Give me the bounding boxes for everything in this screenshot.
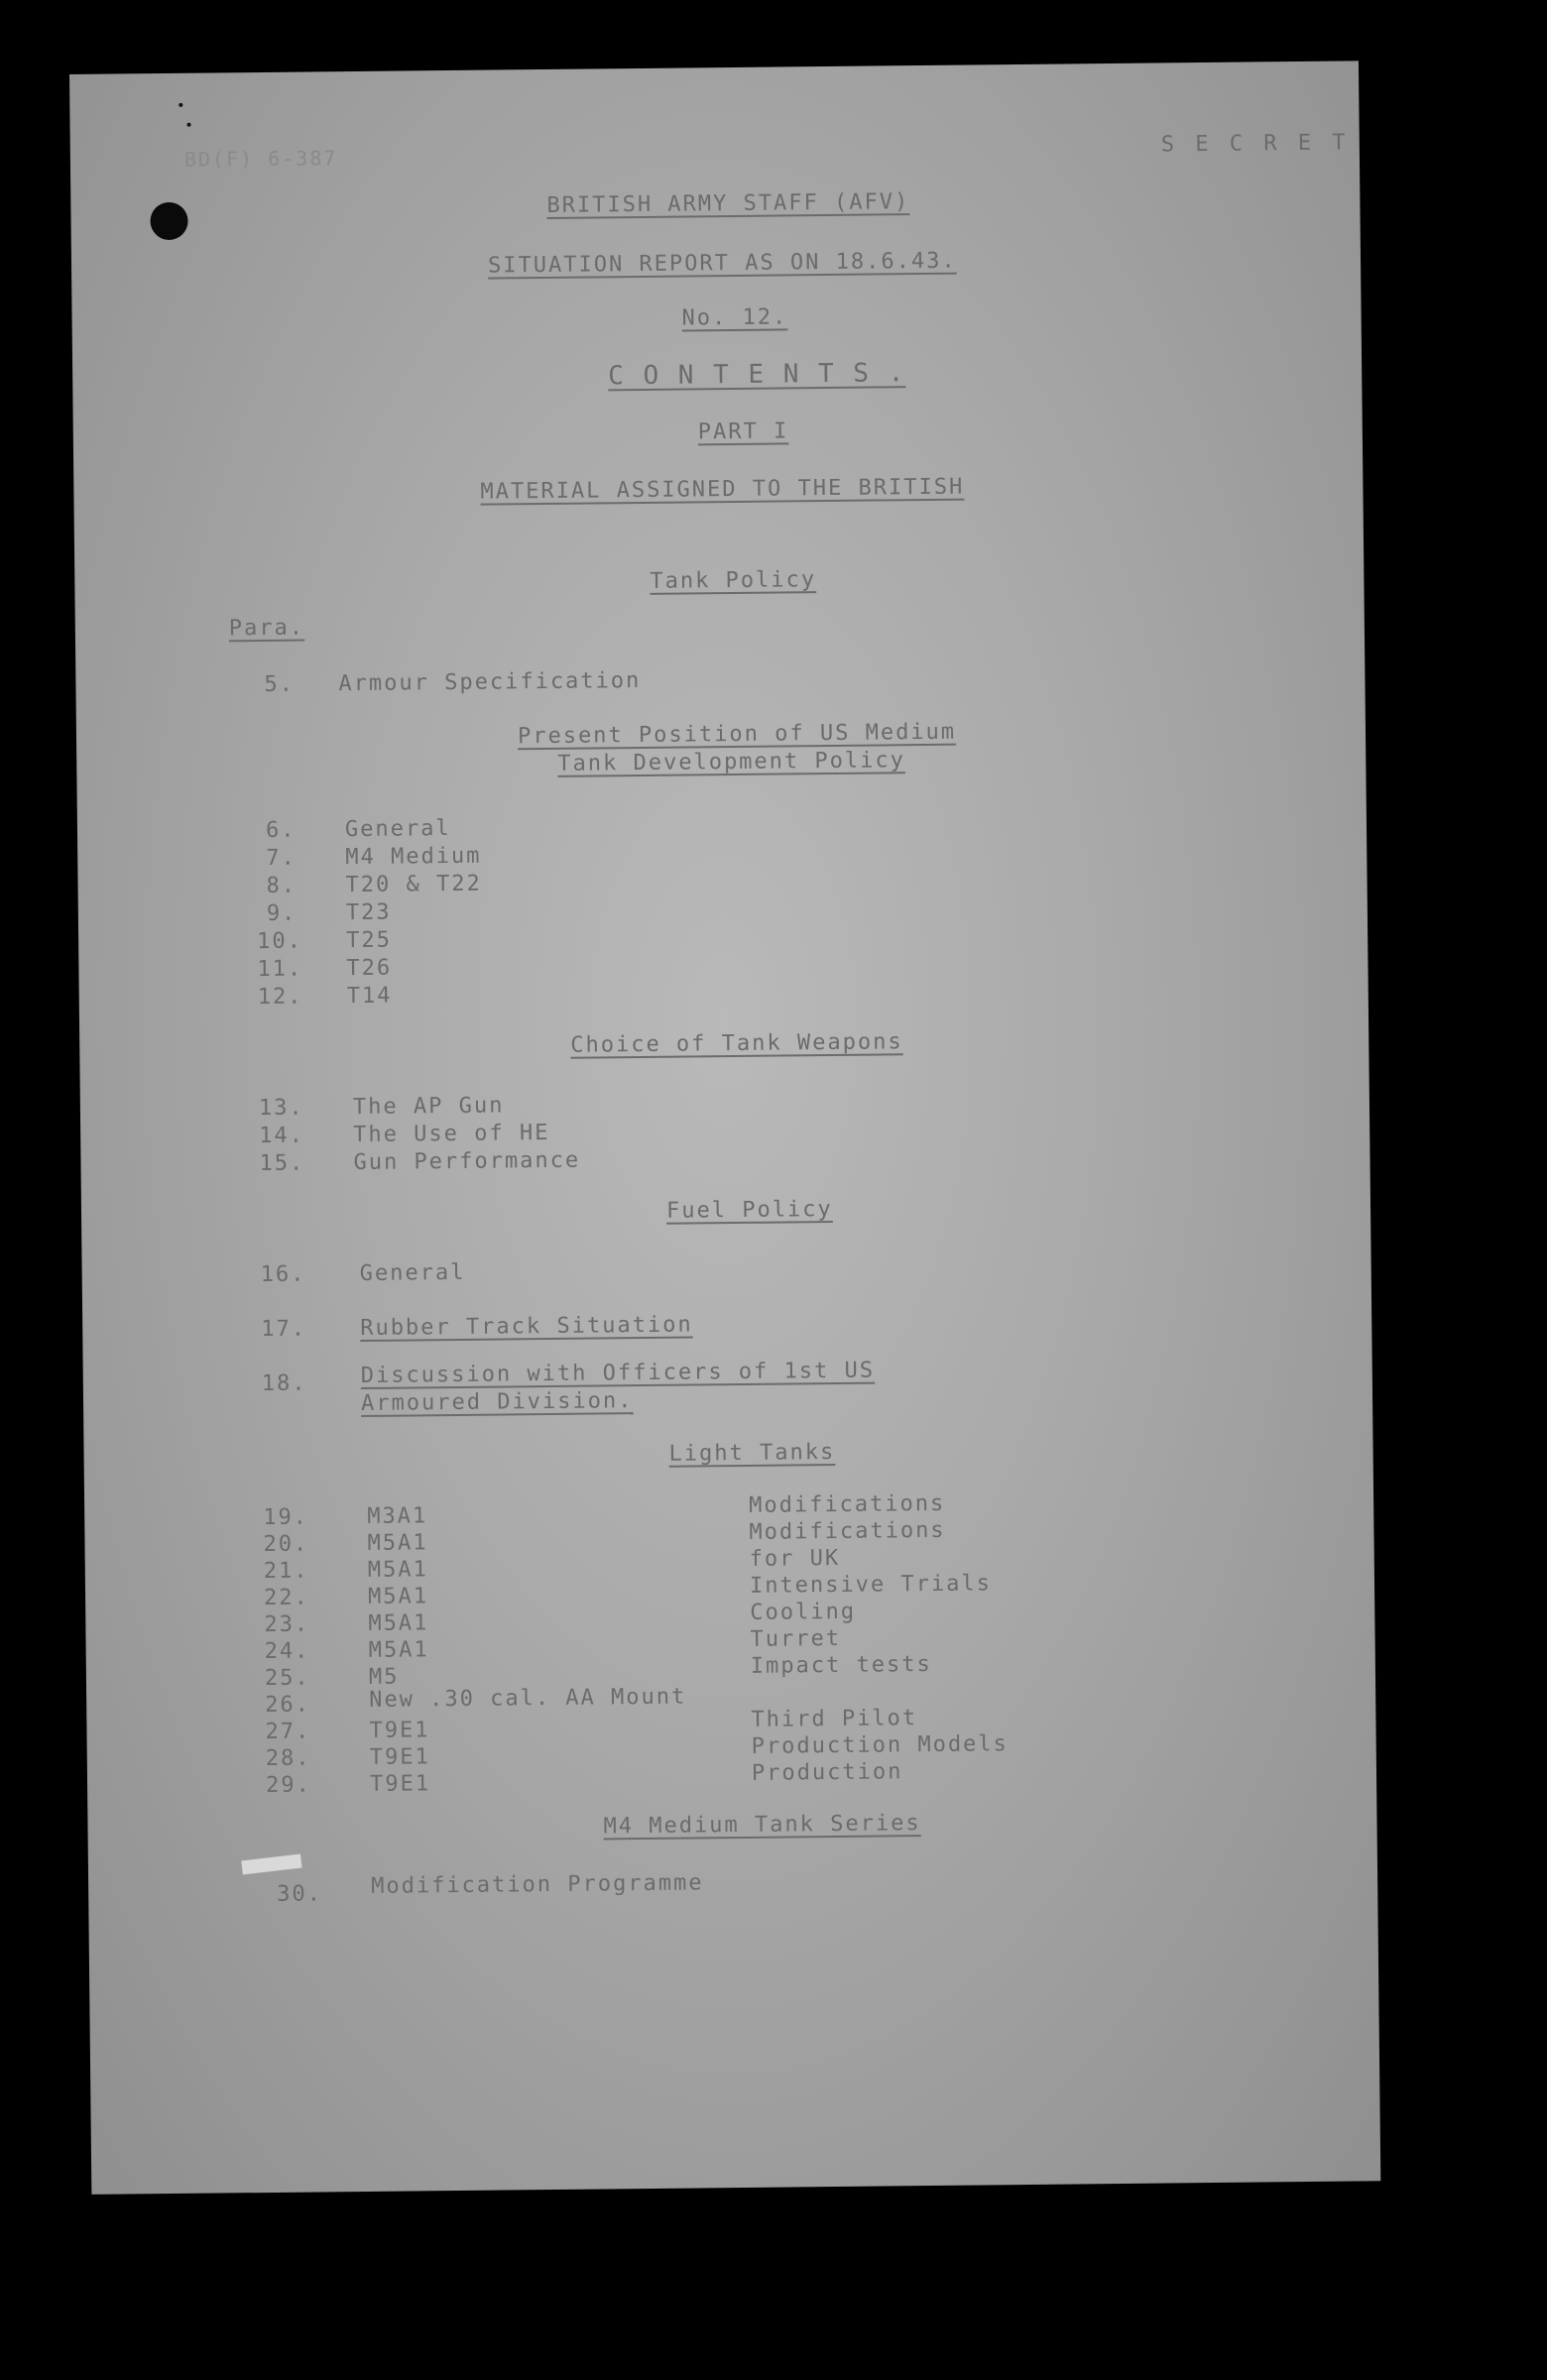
item-number: 17. (261, 1316, 307, 1343)
item-text: T14 (346, 983, 393, 1010)
item-text: Gun Performance (353, 1147, 581, 1176)
item-text: Modification Programme (371, 1870, 704, 1899)
item-number: 14. (259, 1123, 305, 1149)
contents-heading: C O N T E N T S . (608, 358, 906, 392)
item-number: 16. (260, 1261, 306, 1288)
item-number: 25. (264, 1665, 310, 1692)
para-label: Para. (228, 615, 305, 642)
reference-number: BD(F) 6-387 (183, 146, 338, 172)
item-number: 29. (265, 1772, 311, 1799)
item-text: Armoured Division. (360, 1388, 634, 1416)
item-number: 11. (257, 956, 303, 983)
item-number: 15. (259, 1150, 305, 1177)
title-line-2: SITUATION REPORT AS ON 18.6.43. (487, 248, 957, 279)
item-number: 28. (265, 1745, 311, 1772)
item-text: General (344, 816, 451, 843)
item-text: Armour Specification (338, 667, 642, 697)
report-number: No. 12. (681, 304, 788, 331)
item-desc: Modifications (749, 1490, 946, 1518)
speck (178, 103, 182, 107)
item-number: 22. (263, 1585, 309, 1611)
item-model: M5A1 (368, 1637, 429, 1663)
item-model: M5A1 (367, 1584, 429, 1609)
item-number: 19. (263, 1504, 309, 1531)
item-model: M3A1 (367, 1503, 428, 1529)
item-desc: Production Models (751, 1731, 1009, 1759)
part-heading: PART I (697, 418, 789, 445)
tape-mark (241, 1854, 301, 1875)
item-number: 20. (263, 1531, 309, 1558)
item-model: T9E1 (369, 1718, 430, 1743)
present-position-heading-1: Present Position of US Medium (517, 719, 957, 750)
item-number: 18. (261, 1370, 307, 1397)
item-desc: Turret (750, 1625, 842, 1652)
m4-series-heading: M4 Medium Tank Series (603, 1811, 921, 1840)
item-model: New .30 cal. AA Mount (369, 1684, 687, 1713)
part-subtitle: MATERIAL ASSIGNED TO THE BRITISH (480, 474, 965, 505)
item-number: 24. (264, 1638, 310, 1665)
item-desc: Modifications (749, 1517, 946, 1545)
item-text: T26 (346, 955, 393, 982)
weapons-heading: Choice of Tank Weapons (570, 1029, 903, 1058)
item-number: 23. (264, 1611, 310, 1638)
fuel-heading: Fuel Policy (665, 1197, 833, 1224)
item-number: 6. (265, 817, 297, 843)
item-number: 10. (257, 928, 303, 955)
item-text: T20 & T22 (345, 871, 482, 898)
item-number: 21. (263, 1558, 309, 1585)
item-desc: for UK (749, 1545, 841, 1572)
item-model: M5A1 (367, 1530, 428, 1556)
item-text: T25 (346, 927, 393, 954)
item-text: M4 Medium (345, 843, 482, 871)
item-number: 8. (266, 873, 298, 898)
item-desc: Production (751, 1759, 903, 1786)
item-text: Rubber Track Situation (360, 1312, 693, 1341)
item-desc: Intensive Trials (749, 1571, 993, 1599)
speck (187, 123, 191, 127)
item-number: 7. (266, 845, 297, 871)
item-desc: Cooling (750, 1599, 857, 1625)
item-desc: Third Pilot (751, 1706, 918, 1732)
title-line-1: BRITISH ARMY STAFF (AFV) (546, 189, 910, 218)
item-text: General (359, 1259, 466, 1287)
light-tanks-heading: Light Tanks (668, 1439, 836, 1467)
item-text: T23 (345, 899, 392, 926)
item-model: M5A1 (367, 1557, 428, 1583)
item-number: 27. (265, 1719, 311, 1745)
punch-hole (150, 202, 187, 240)
item-number: 5. (264, 671, 296, 697)
item-text: Discussion with Officers of 1st US (360, 1358, 876, 1388)
tank-policy-heading: Tank Policy (650, 567, 817, 594)
item-number: 26. (265, 1692, 311, 1719)
item-number: 30. (277, 1881, 323, 1907)
classification-mark: S E C R E T (1160, 130, 1350, 158)
present-position-heading-2: Tank Development Policy (557, 748, 906, 776)
item-number: 13. (258, 1095, 304, 1122)
item-desc: Impact tests (750, 1651, 932, 1679)
item-model: T9E1 (369, 1771, 431, 1797)
item-model: M5A1 (368, 1610, 429, 1636)
item-model: M5 (368, 1664, 400, 1690)
document-page (69, 60, 1380, 2194)
item-number: 12. (257, 984, 303, 1011)
item-number: 9. (266, 900, 298, 926)
item-text: The AP Gun (352, 1093, 505, 1121)
item-model: T9E1 (369, 1744, 430, 1770)
item-text: The Use of HE (353, 1120, 550, 1148)
